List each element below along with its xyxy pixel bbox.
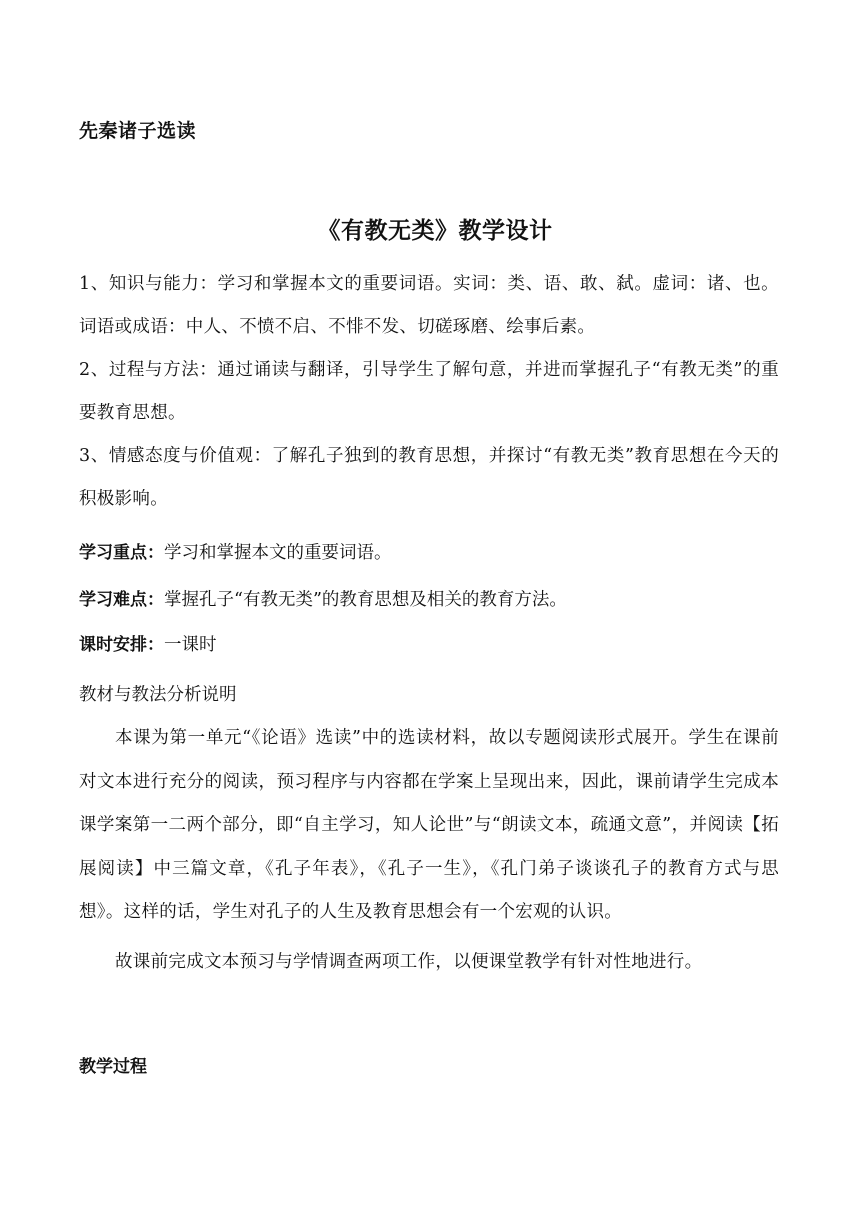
document-title: 《有教无类》教学设计 bbox=[317, 218, 553, 244]
difficulties-label: 学习难点： bbox=[79, 590, 164, 610]
schedule-label: 课时安排： bbox=[79, 635, 164, 655]
objective-process: 2、过程与方法：通过诵读与翻译，引导学生了解句意，并进而掌握孔子“有教无类”的重要教育思想。 bbox=[79, 360, 779, 423]
analysis-paragraph: 故课前完成文本预习与学情调查两项工作，以便课堂教学有针对性地进行。 bbox=[115, 951, 703, 972]
schedule-value: 一课时 bbox=[164, 635, 217, 655]
key-points-value: 学习和掌握本文的重要词语。 bbox=[164, 543, 392, 563]
analysis-paragraph: 本课为第一单元“《论语》选读”中的选读材料，故以专题阅读形式展开。学生在课前对文本进行充分的阅读，预习程序与内容都在学案上呈现出来，因此，课前请学生完成本课学案第一二两个部分，即“自主学习，知人论世”与“朗读文本，疏通文意”，并阅读【拓展阅读】中三篇文章，《孔子年表》，《孔子一生》，《孔门弟子谈谈孔子的教育方式与思想》。这样的话，学生对孔子的人生及教育思想会有一个宏观的认识。 bbox=[79, 728, 779, 922]
schedule-row bbox=[79, 624, 779, 667]
objective-attitude: 3、情感态度与价值观：了解孔子独到的教育思想，并探讨“有教无类”教育思想在今天的积极影响。 bbox=[79, 446, 779, 509]
analysis-heading: 教材与教法分析说明 bbox=[79, 685, 237, 705]
difficulties-row bbox=[79, 579, 779, 622]
objective-knowledge: 1、知识与能力：学习和掌握本文的重要词语。实词：类、语、敢、弑。虚词：诸、也。词语或成语：中人、不愤不启、不悱不发、切磋琢磨、绘事后素。 bbox=[79, 274, 779, 337]
process-heading: 教学过程 bbox=[79, 1057, 147, 1077]
teaching-objectives bbox=[79, 263, 779, 521]
key-points-row bbox=[79, 532, 779, 575]
key-points-label: 学习重点： bbox=[79, 543, 164, 563]
series-title: 先秦诸子选读 bbox=[79, 120, 197, 142]
difficulties-value: 掌握孔子“有教无类”的教育思想及相关的教育方法。 bbox=[164, 590, 567, 610]
analysis-section bbox=[79, 717, 779, 984]
